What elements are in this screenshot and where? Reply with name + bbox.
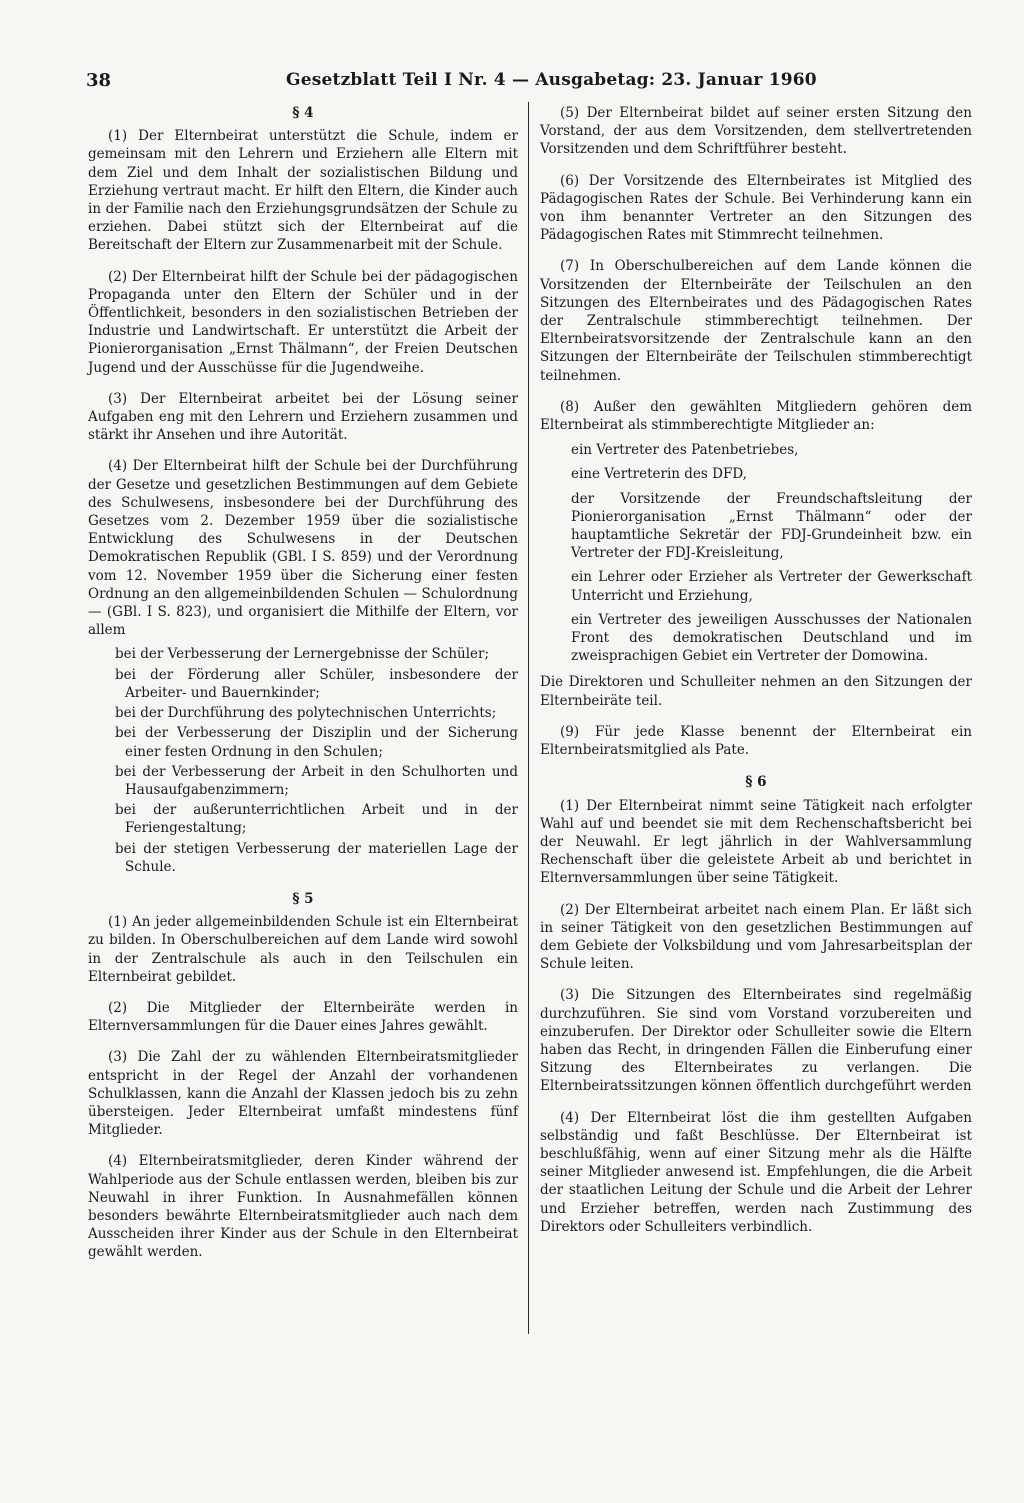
section-heading-4: § 4 [292, 105, 314, 121]
page-header [86, 70, 974, 100]
list-item: der Vorsitzende der Freundschaftsleitung der Pionierorganisation „Ernst Thälmann“ oder der hauptamtliche Sekretär der FDJ-Grundeinheit bzw. ein Vertreter der FDJ-Kreisleitung, [571, 490, 972, 562]
paragraph-4-4: (4) Der Elternbeirat hilft der Schule bei der Durchführung der Gesetze und gesetzlichen Bestimmungen auf dem Gebiete des Schulwesens, insbesondere bei der Durchführung des Gesetzes vom 2. Dezember 1959 über die sozialistische Entwicklung des Schulwesens in der Deutschen Demokratischen Republik (GBl. I S. 859) und der Verordnung vom 12. November 1959 über die Sicherung einer festen Ordnung an den allgemeinbildenden Schulen — Schulordnung — (GBl. I S. 823), und organisiert die Mithilfe der Eltern, vor allem [88, 458, 518, 639]
members-list [540, 441, 972, 665]
list-item: bei der Förderung aller Schüler, insbesondere der Arbeiter- und Bauernkinder; [115, 666, 518, 701]
directors-paragraph: Die Direktoren und Schulleiter nehmen an den Sitzungen der Elternbeiräte teil. [540, 674, 972, 709]
paragraph-6-2: (2) Der Elternbeirat arbeitet nach einem Plan. Er läßt sich in seiner Tätigkeit von den gesetzlichen Bestimmungen auf dem Gebiete der Volksbildung und vom Jahresarbeitsplan der Schule leiten. [540, 901, 972, 973]
section-heading-5: § 5 [292, 890, 314, 907]
page-number: 38 [86, 70, 112, 91]
list-item: ein Vertreter des Patenbetriebes, [571, 442, 799, 459]
list-item: bei der Verbesserung der Disziplin und der Sicherung einer festen Ordnung in den Schulen; [115, 725, 518, 760]
left-column [88, 104, 518, 1275]
paragraph-4-2: (2) Der Elternbeirat hilft der Schule bei der pädagogischen Propaganda unter den Eltern der Schüler und in der Öffentlichkeit, besonders in den sozialistischen Betrieben der Industrie und Landwirtschaft. Er unterstützt die Arbeit der Pionierorganisation „Ernst Thälmann“, der Freien Deutschen Jugend und der Ausschüsse für die Jugendweihe. [88, 268, 518, 376]
paragraph-5-3: (3) Die Zahl der zu wählenden Elternbeiratsmitglieder entspricht in der Regel der Anzahl der vorhandenen Schulklassen, kann die Anzahl der Klassen jedoch bis zu zehn übersteigen. Jeder Elternbeirat umfaßt mindestens fünf Mitglieder. [88, 1049, 518, 1139]
list-item: bei der Verbesserung der Arbeit in den Schulhorten und Hausaufgabenzimmern; [115, 763, 518, 798]
journal-title: Gesetzblatt Teil I Nr. 4 — Ausgabetag: 23. Januar 1960 [286, 70, 817, 90]
paragraph-6-3: (3) Die Sitzungen des Elternbeirates sind regelmäßig durchzuführen. Sie sind vom Vorstand vorzubereiten und einzuberufen. Der Direktor oder Schulleiter sowie die Eltern haben das Recht, in dringenden Fällen die Einberufung einer Sitzung des Elternbeirates zu verlangen. Die Elternbeiratssitzungen können öffentlich durchgeführt werden [540, 987, 972, 1095]
list-item: bei der Durchführung des polytechnischen Unterrichts; [115, 705, 497, 722]
list-item: bei der Verbesserung der Lernergebnisse der Schüler; [115, 646, 490, 663]
paragraph-5-6: (6) Der Vorsitzende des Elternbeirates ist Mitglied des Pädagogischen Rates der Schule. Bei Verhinderung kann ein von ihm benannter Vertreter an den Sitzungen des Pädagogischen Rates mit Stimmrecht teilnehmen. [540, 172, 972, 244]
list-item: ein Lehrer oder Erzieher als Vertreter der Gewerkschaft Unterricht und Erziehung, [571, 569, 972, 604]
paragraph-5-7: (7) In Oberschulbereichen auf dem Lande können die Vorsitzenden der Elternbeiräte der Teilschulen an den Sitzungen des Elternbeirates und des Pädagogischen Rates der Zentralschule stimmberechtigt teilnehmen. Der Elternbeiratsvorsitzende der Zentralschule kann an den Sitzungen der Elternbeiräte der Teilschulen stimmberechtigt teilnehmen. [540, 258, 972, 384]
paragraph-4-3: (3) Der Elternbeirat arbeitet bei der Lösung seiner Aufgaben eng mit den Lehrern und Erziehern zusammen und stärkt ihr Ansehen und ihre Autorität. [88, 390, 518, 444]
section-heading-6: § 6 [745, 774, 767, 791]
paragraph-6-1: (1) Der Elternbeirat nimmt seine Tätigkeit nach erfolgter Wahl auf und beendet sie mit dem Rechenschaftsbericht bei der Neuwahl. Er legt jährlich in der Wahlversammlung Rechenschaft über die geleistete Arbeit ab und berichtet in Elternversammlungen über seine Tätigkeit. [540, 797, 972, 887]
paragraph-6-4: (4) Der Elternbeirat löst die ihm gestellten Aufgaben selbständig und faßt Beschlüsse. Der Elternbeirat ist beschlußfähig, wenn auf einer Sitzung mehr als die Hälfte seiner Mitglieder anwesend ist. Empfehlungen, die die Arbeit der staatlichen Leitung der Schule und die Arbeit der Lehrer und Erzieher betreffen, werden nach Zustimmung des Direktors oder Schulleiters verbindlich. [540, 1109, 972, 1235]
list-item: eine Vertreterin des DFD, [571, 466, 747, 483]
paragraph-5-4: (4) Elternbeiratsmitglieder, deren Kinder während der Wahlperiode aus der Schule entlassen werden, bleiben bis zur Neuwahl in ihrer Funktion. In Ausnahmefällen können besonders bewährte Elternbeiratsmitglieder auch nach dem Ausscheiden ihrer Kinder aus der Schule in den Elternbeirat gewählt werden. [88, 1153, 518, 1261]
paragraph-4-1: (1) Der Elternbeirat unterstützt die Schule, indem er gemeinsam mit den Lehrern und Erziehern alle Eltern mit dem Ziel und dem Inhalt der sozialistischen Bildung und Erziehung vertraut macht. Er hilft den Eltern, die Kinder auch in der Familie nach den Erziehungsgrundsätzen der Schule zu erziehen. Dabei stützt sich der Elternbeirat auf die Bereitschaft der Eltern zur Zusammenarbeit mit der Schule. [88, 128, 518, 254]
list-item: bei der außerunterrichtlichen Arbeit und in der Feriengestaltung; [115, 802, 518, 837]
paragraph-5-5: (5) Der Elternbeirat bildet auf seiner ersten Sitzung den Vorstand, der aus dem Vorsitzenden, dem stellvertretenden Vorsitzenden und dem Schriftführer besteht. [540, 105, 972, 158]
support-list [88, 645, 518, 875]
paragraph-5-1: (1) An jeder allgemeinbildenden Schule ist ein Elternbeirat zu bilden. In Oberschulbereichen auf dem Lande wird sowohl in der Zentralschule als auch in den Teilschulen ein Elternbeirat gebildet. [88, 914, 518, 985]
paragraph-5-2: (2) Die Mitglieder der Elternbeiräte werden in Elternversammlungen für die Dauer eines Jahres gewählt. [88, 999, 518, 1035]
paragraph-5-9: (9) Für jede Klasse benennt der Elternbeirat ein Elternbeiratsmitglied als Pate. [540, 723, 972, 759]
list-item: bei der stetigen Verbesserung der materiellen Lage der Schule. [115, 840, 518, 875]
paragraph-5-8: (8) Außer den gewählten Mitgliedern gehören dem Elternbeirat als stimmberechtigte Mitglieder an: [540, 398, 972, 434]
column-divider [528, 102, 529, 1334]
right-column [540, 104, 972, 1249]
list-item: ein Vertreter des jeweiligen Ausschusses der Nationalen Front des demokratischen Deutschland und im zweisprachigen Gebiet ein Vertreter der Domowina. [571, 611, 972, 665]
